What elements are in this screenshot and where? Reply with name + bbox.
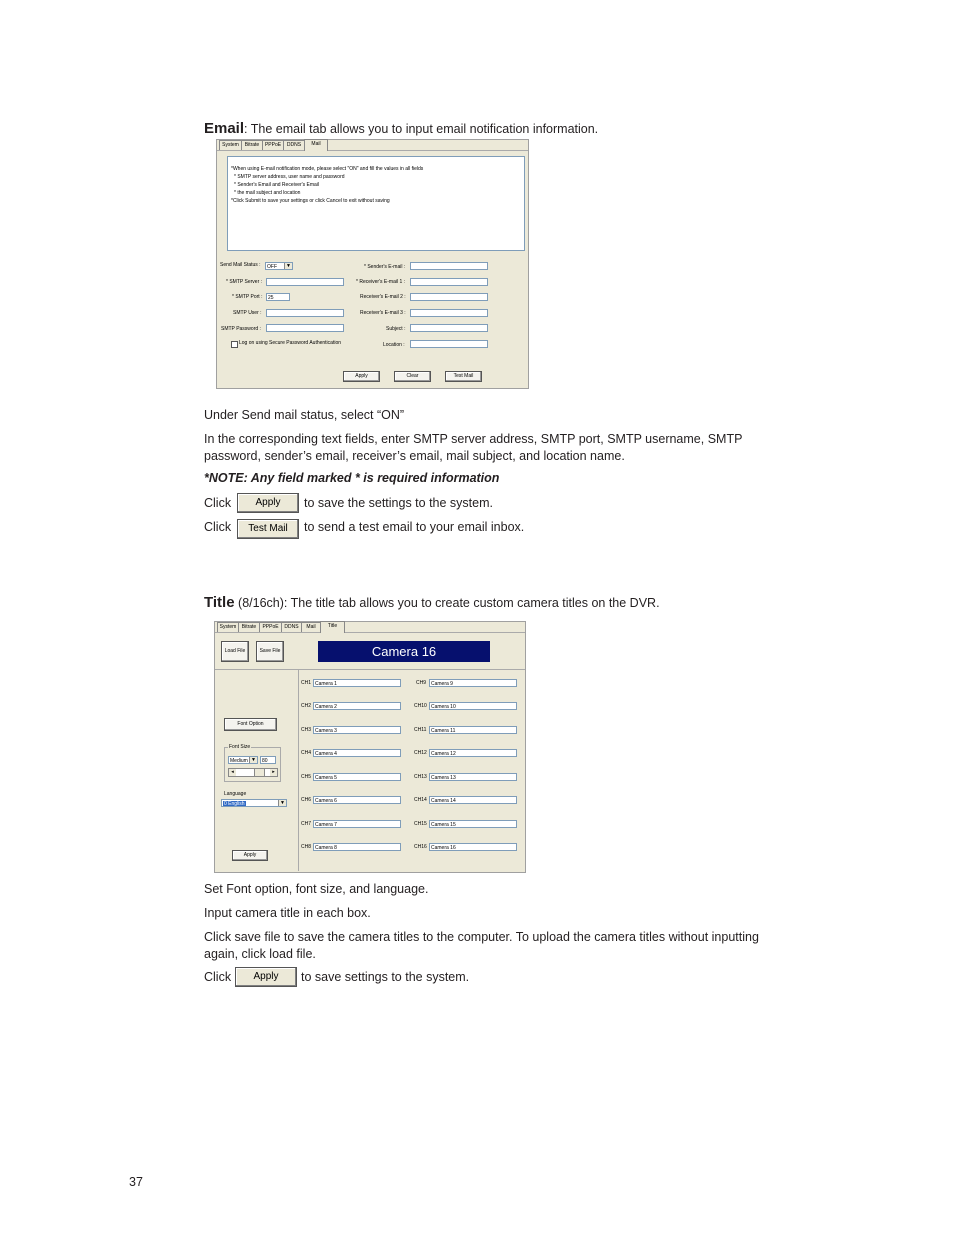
click-word: Click (204, 496, 232, 510)
title-intro (204, 594, 804, 612)
send-mail-status-select[interactable] (265, 262, 293, 270)
tab-ddns[interactable]: DDNS (283, 140, 305, 150)
font-size-select[interactable] (228, 756, 258, 764)
font-size-value[interactable]: 80 (260, 756, 276, 764)
smtp-password-label: SMTP Password : (221, 326, 261, 332)
inline-test-mail-button[interactable]: Test Mail (237, 519, 299, 539)
title-preview: Camera 16 (318, 641, 490, 662)
channel-label: CH8 (301, 844, 312, 850)
chevron-left-icon[interactable]: ◂ (229, 769, 236, 776)
smtp-user-input[interactable] (266, 309, 344, 317)
location-label: Location : (383, 342, 405, 348)
chevron-down-icon[interactable]: ▼ (278, 800, 286, 806)
tab-pppoe[interactable]: PPPoE (262, 140, 284, 150)
font-size-group (224, 744, 281, 782)
apply-button[interactable]: Apply (232, 850, 268, 861)
title-heading: Title (204, 594, 235, 611)
tab-title[interactable]: Title (320, 621, 345, 633)
title-para-2: Input camera title in each box. (204, 906, 371, 920)
channel-label: CH1 (301, 680, 312, 686)
font-size-label: Font Size (229, 744, 251, 750)
instruction-line: *Click Submit to save your settings or click Cancel to exit without saving (231, 198, 390, 204)
instructions-box (227, 156, 525, 251)
tab-mail[interactable]: Mail (301, 622, 321, 632)
tab-bitrate[interactable]: Bitrate (238, 622, 260, 632)
sender-email-label: * Sender's E-mail : (364, 264, 406, 270)
apply-button[interactable]: Apply (343, 371, 380, 382)
font-size-slider[interactable] (228, 768, 278, 777)
instruction-line: * the mail subject and location (234, 190, 301, 196)
apply-description: to save the settings to the system. (304, 496, 493, 510)
subject-input[interactable] (410, 324, 488, 332)
receiver-email-1-input[interactable] (410, 278, 488, 286)
tab-bitrate[interactable]: Bitrate (241, 140, 263, 150)
apply-description: to save settings to the system. (301, 970, 470, 984)
load-file-button[interactable]: Load File (221, 641, 249, 662)
language-label: Language (224, 791, 247, 797)
instruction-line: *When using E-mail notification mode, please select "ON" and fill the values in all fields (231, 166, 424, 172)
secure-auth-checkbox[interactable] (231, 341, 238, 348)
email-intro (204, 120, 804, 138)
channel-title-input[interactable]: Camera 6 (313, 796, 401, 804)
tab-baseline (215, 632, 525, 633)
inline-apply-button[interactable]: Apply (235, 967, 297, 987)
channel-label: CH13 (414, 774, 427, 780)
email-para-2: In the corresponding text fields, enter SMTP server address, SMTP port, SMTP username, SMTP password, sender’s email, receiver’s email, mail subject, and location name. (204, 432, 743, 463)
smtp-password-input[interactable] (266, 324, 344, 332)
email-heading: Email (204, 120, 245, 137)
location-input[interactable] (410, 340, 488, 348)
title-settings-dialog (214, 621, 526, 873)
channel-label: CH11 (414, 727, 427, 733)
language-select-value: 0 English (224, 801, 245, 807)
header-divider (215, 669, 525, 670)
receiver-email-3-label: Receiver's E-mail 3 : (360, 310, 406, 316)
secure-auth-label: Log on using Secure Password Authentication (239, 340, 342, 346)
test-mail-button[interactable]: Test Mail (445, 371, 482, 382)
left-panel-divider (298, 669, 299, 871)
tab-pppoe[interactable]: PPPoE (259, 622, 282, 632)
channel-title-input[interactable]: Camera 8 (313, 843, 401, 851)
tab-mail[interactable]: Mail (304, 139, 328, 151)
channel-title-input[interactable]: Camera 3 (313, 726, 401, 734)
receiver-email-3-input[interactable] (410, 309, 488, 317)
test-mail-description: to send a test email to your email inbox. (304, 520, 525, 534)
channel-label: CH16 (414, 844, 427, 850)
sender-email-input[interactable] (410, 262, 488, 270)
channel-title-input[interactable]: Camera 14 (429, 796, 517, 804)
receiver-email-2-input[interactable] (410, 293, 488, 301)
channel-title-input[interactable]: Camera 4 (313, 749, 401, 757)
channel-title-input[interactable]: Camera 2 (313, 702, 401, 710)
channel-label: CH14 (414, 797, 427, 803)
channel-label: CH12 (414, 750, 427, 756)
tab-system[interactable]: System (219, 140, 242, 150)
email-note: *NOTE: Any field marked * is required information (204, 471, 500, 485)
receiver-email-2-label: Receiver's E-mail 2 : (360, 294, 406, 300)
smtp-port-label: * SMTP Port : (232, 294, 263, 300)
smtp-user-label: SMTP User : (233, 310, 262, 316)
channel-title-input[interactable]: Camera 9 (429, 679, 517, 687)
channel-title-input[interactable]: Camera 16 (429, 843, 517, 851)
instruction-line: * Sender's Email and Receiver's Email (234, 182, 319, 188)
channel-label: CH4 (301, 750, 312, 756)
receiver-email-1-label: * Receiver's E-mail 1 : (356, 279, 406, 285)
channel-label: CH3 (301, 727, 312, 733)
instruction-line: * SMTP server address, user name and password (234, 174, 345, 180)
slider-thumb[interactable] (254, 769, 265, 776)
subject-label: Subject : (386, 326, 406, 332)
tab-system[interactable]: System (217, 622, 239, 632)
title-para-3: Click save file to save the camera titles to the computer. To upload the camera titles without inputting again, click load file. (204, 930, 759, 961)
send-mail-status-label: Send Mail Status : (220, 262, 261, 268)
channel-label: CH6 (301, 797, 312, 803)
title-intro-text: (8/16ch): The title tab allows you to create custom camera titles on the DVR. (234, 596, 660, 610)
email-para-1: Under Send mail status, select “ON” (204, 408, 405, 422)
title-para-1: Set Font option, font size, and language. (204, 882, 429, 896)
chevron-down-icon[interactable]: ▼ (249, 757, 257, 763)
channel-title-input[interactable]: Camera 7 (313, 820, 401, 828)
channel-title-input[interactable]: Camera 12 (429, 749, 517, 757)
email-settings-dialog (216, 139, 529, 389)
page-number: 37 (129, 1175, 143, 1189)
click-word: Click (204, 970, 232, 984)
inline-apply-button[interactable]: Apply (237, 493, 299, 513)
channel-label: CH2 (301, 703, 312, 709)
channel-title-input[interactable]: Camera 5 (313, 773, 401, 781)
channel-label: CH10 (414, 703, 427, 709)
tab-ddns[interactable]: DDNS (281, 622, 302, 632)
channel-title-input[interactable]: Camera 11 (429, 726, 517, 734)
smtp-port-input[interactable]: 25 (266, 293, 290, 301)
channel-title-input[interactable]: Camera 15 (429, 820, 517, 828)
tab-baseline (217, 150, 528, 151)
clear-button[interactable]: Clear (394, 371, 431, 382)
language-select[interactable] (221, 799, 287, 807)
font-size-select-value: Medium (230, 758, 248, 764)
click-word: Click (204, 520, 232, 534)
channel-label: CH15 (414, 821, 427, 827)
channel-label: CH7 (301, 821, 312, 827)
email-intro-text: : The email tab allows you to input email notification information. (244, 122, 599, 136)
channel-label: CH9 (416, 680, 427, 686)
channel-title-input[interactable]: Camera 10 (429, 702, 517, 710)
smtp-server-input[interactable] (266, 278, 344, 286)
channel-label: CH5 (301, 774, 312, 780)
font-option-button[interactable]: Font Option (224, 718, 277, 731)
chevron-down-icon[interactable]: ▼ (284, 263, 292, 269)
channel-title-input[interactable]: Camera 1 (313, 679, 401, 687)
smtp-server-label: * SMTP Server : (226, 279, 263, 285)
channel-title-input[interactable]: Camera 13 (429, 773, 517, 781)
chevron-right-icon[interactable]: ▸ (270, 769, 277, 776)
save-file-button[interactable]: Save File (256, 641, 284, 662)
send-mail-status-value: OFF (267, 264, 277, 270)
